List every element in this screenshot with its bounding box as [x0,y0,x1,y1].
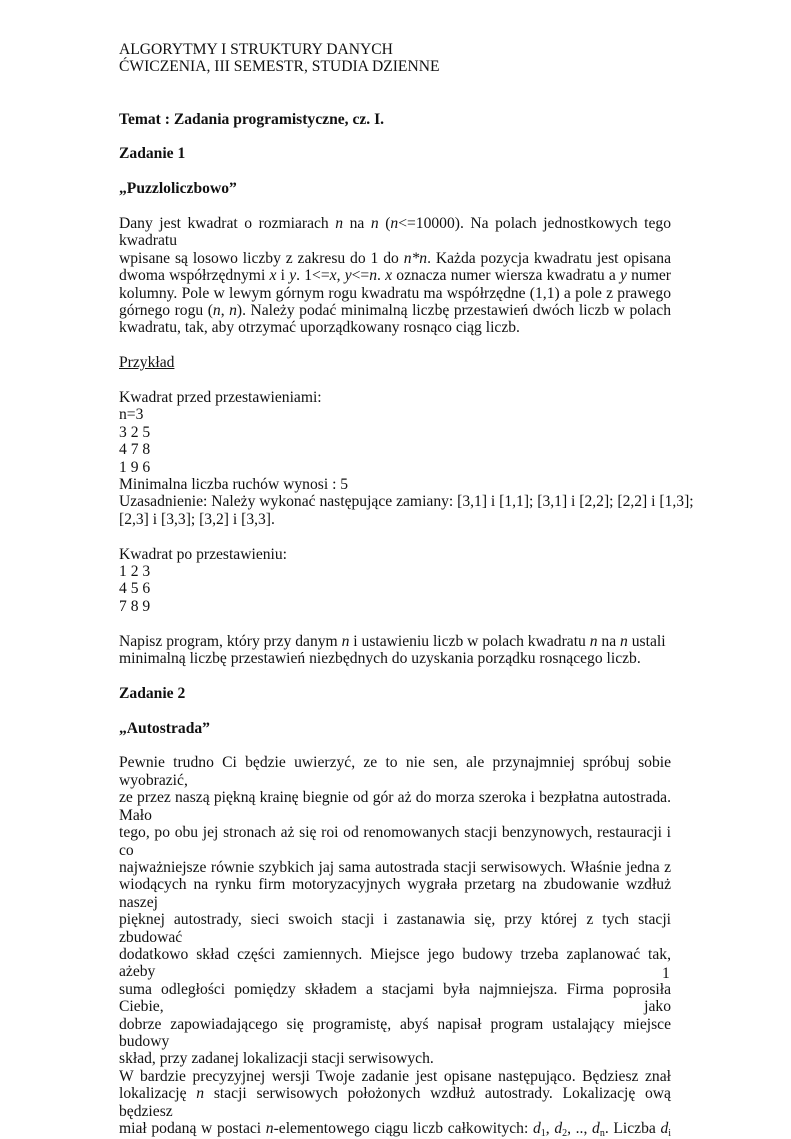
story-line: skład, przy zadanej lokalizacji stacji serwisowych. [119,1050,434,1068]
task2-title: „Autostrada” [119,719,210,737]
story-line: dodatkowo skład części zamiennych. Miejsce jego budowy trzeba zaplanować tak, ażeby [119,945,671,981]
n-value: n=3 [119,406,144,424]
justification-line: Uzasadnienie: Należy wykonać następujące zamiany: [3,1] i [1,1]; [3,1] i [2,2]; [2,2] i [1,3]; [119,493,694,511]
version-line: lokalizację n stacji serwisowych położonych wzdłuż autostrady. Lokalizację ową będziesz [119,1085,671,1120]
task1-title: „Puzzloliczbowo” [119,180,237,198]
story-line: suma odległości pomiędzy składem a stacjami była najmniejsza. Firma poprosiła Ciebie, jako [119,980,671,1016]
program-line: Napisz program, który przy danym n i ustawieniu liczb w polach kwadratu n na n ustali [119,632,666,650]
course-title: ALGORYTMY I STRUKTURY DANYCH [119,41,393,58]
task1-desc-line: kwadratu, tak, aby otrzymać uporządkowany rosnąco ciąg liczb. [119,319,520,337]
task2-heading: Zadanie 2 [119,684,186,702]
min-moves: Minimalna liczba ruchów wynosi : 5 [119,476,349,494]
page-number: 1 [662,965,670,982]
grid-after-row: 4 5 6 [119,580,151,598]
after-label: Kwadrat po przestawieniu: [119,545,288,563]
task1-desc-line: kolumny. Pole w lewym górnym rogu kwadratu ma współrzędne (1,1) a pole z prawego [119,284,671,302]
version-line: miał podaną w postaci n-elementowego ciągu liczb całkowitych: $d_1$, $d_2$, .., $d_n$. Liczba $d_i$ [119,1120,672,1139]
task1-desc-line: wpisane są losowo liczby z zakresu do 1 do n*n. Każda pozycja kwadratu jest opisana [119,249,671,267]
task1-description [119,215,671,337]
grid-before-row: 3 2 5 [119,423,151,441]
version-line: W bardzie precyzyjnej wersji Twoje zadanie jest opisane następująco. Będziesz znał [119,1067,671,1085]
story-line: tego, po obu jej stronach aż się roi od renomowanych stacji benzynowych, restauracji i co [119,824,671,859]
topic-heading: Temat : Zadania programistyczne, cz. I. [119,110,385,128]
before-label: Kwadrat przed przestawieniami: [119,389,322,407]
story-line: wiodących na rynku firm motoryzacyjnych wygrała przetarg na zbudowanie wzdłuż naszej [119,876,671,911]
grid-after-row: 7 8 9 [119,597,151,615]
task1-desc-line: górnego rogu (n, n). Należy podać minimalną liczbę przestawień dwóch liczb w polach [119,302,672,320]
justification-line: [2,3] i [3,3]; [3,2] i [3,3]. [119,510,275,528]
story-line: najważniejsze równie szybkich jaj sama autostrada stacji serwisowych. Właśnie jedna z [119,858,671,876]
course-subtitle: ĆWICZENIA, III SEMESTR, STUDIA DZIENNE [119,58,440,76]
document-page [119,41,694,1139]
story-line: dobrze zapowiadającego się programistę, abyś napisał program ustalający miejsce budowy [119,1015,671,1050]
grid-before-row: 1 9 6 [119,458,151,476]
story-line: pięknej autostrady, sieci swoich stacji i zastanawia się, przy której z tych stacji zbudować [119,911,671,946]
program-line: minimalną liczbę przestawień niezbędnych do uzyskania porządku rosnącego liczb. [119,650,641,668]
example-label: Przykład [119,354,175,372]
task1-desc-line: dwoma współrzędnymi x i y. 1<=x, y<=n. x oznacza numer wiersza kwadratu a y numer [119,267,671,285]
task1-heading: Zadanie 1 [119,145,186,163]
grid-after-row: 1 2 3 [119,563,151,581]
story-line: ze przez naszą piękną krainę biegnie od gór aż do morza szeroka i bezpłatna autostrada. Mało [119,789,671,824]
grid-before-row: 4 7 8 [119,441,151,459]
story-line: Pewnie trudno Ci będzie uwierzyć, ze to nie sen, ale przynajmniej spróbuj sobie wyobrazić, [119,754,671,789]
task2-story [119,754,671,1137]
task1-desc-line: Dany jest kwadrat o rozmiarach n na n (n<=10000). Na polach jednostkowych tego kwadratu [119,214,672,250]
